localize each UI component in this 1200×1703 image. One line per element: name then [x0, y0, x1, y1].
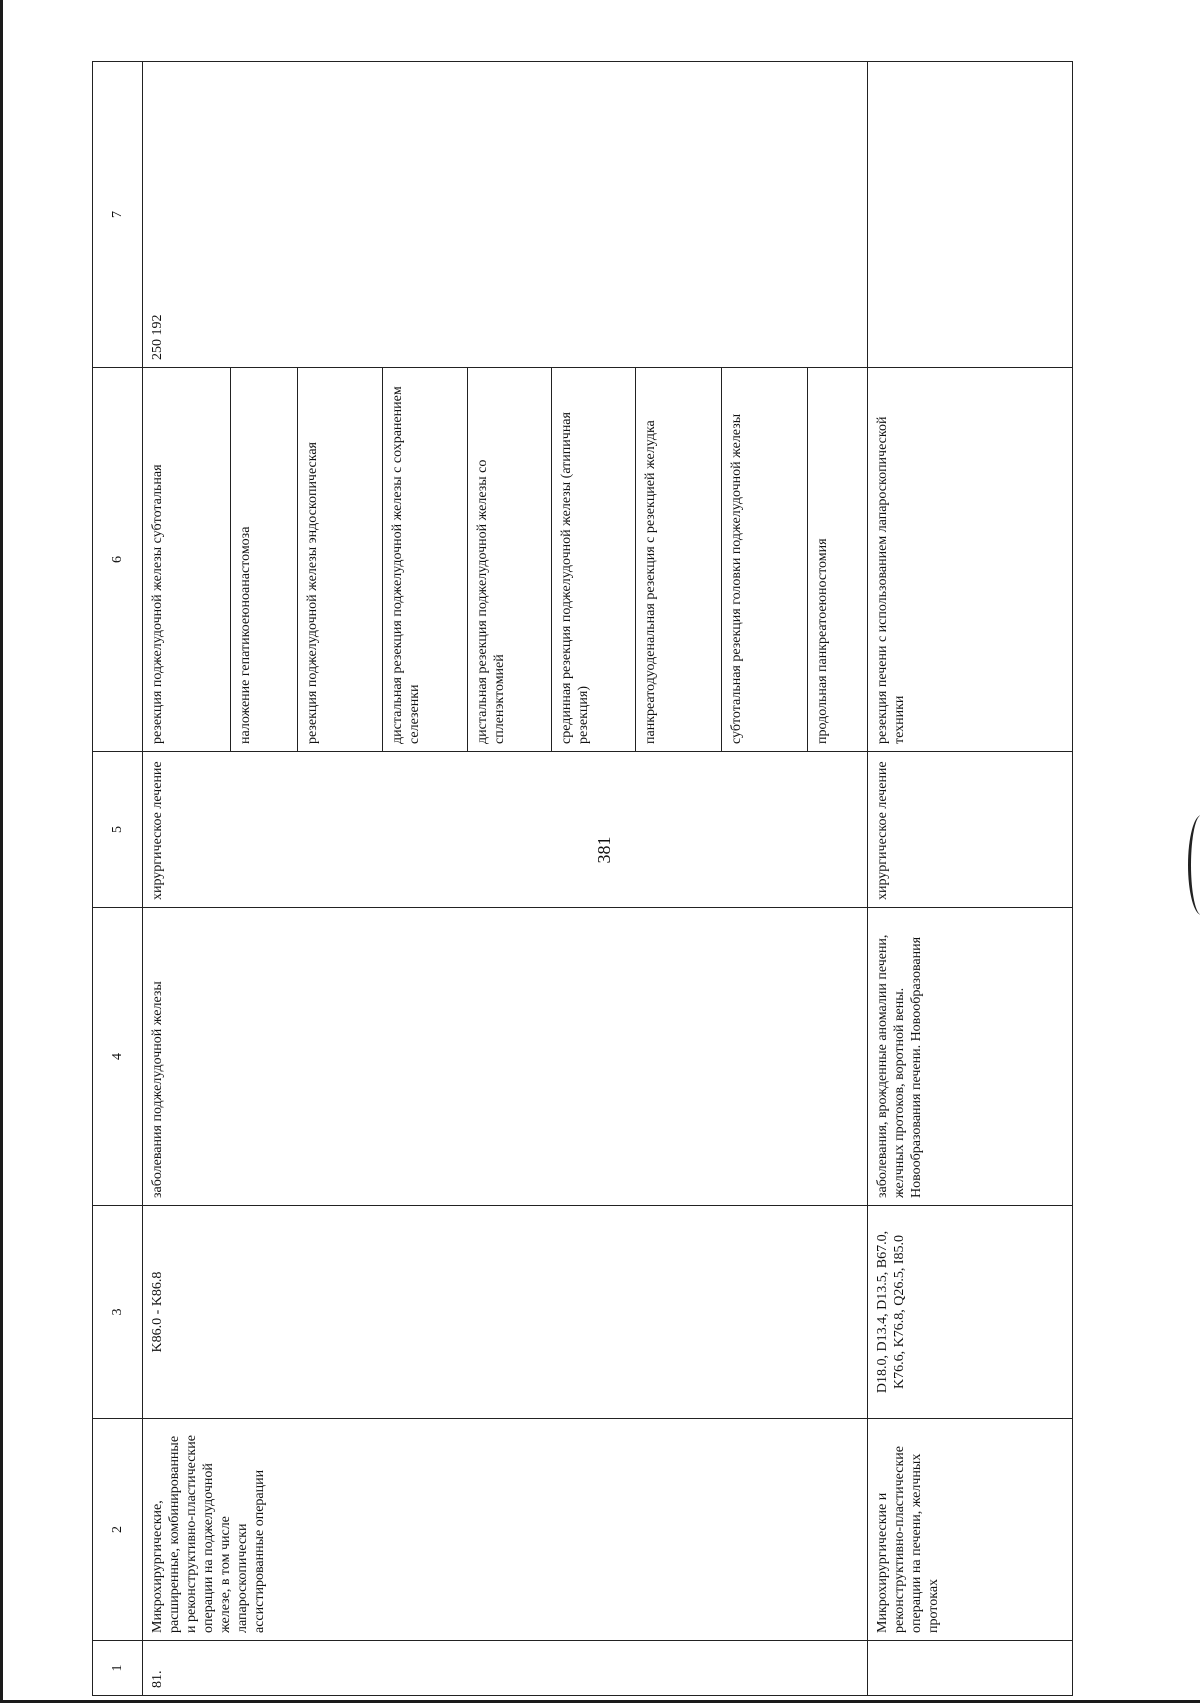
treatment-method: дистальная резекция поджелудочной железы со спленэктомией	[468, 368, 552, 752]
disease-model: заболевания поджелудочной железы	[143, 908, 868, 1206]
col-header-4: 4	[93, 908, 143, 1206]
treatment-method: резекция поджелудочной железы эндоскопическая	[298, 368, 383, 752]
icd-codes: D18.0, D13.4, D13.5, B67.0, K76.6, K76.8, Q26.5, I85.0	[868, 1206, 1073, 1419]
document-page	[92, 62, 1072, 1696]
disease-model: заболевания, врожденные аномалии печени, желчных протоков, воротной вены. Новообразования печени. Новообразования	[868, 908, 1073, 1206]
rotated-table-wrapper	[92, 62, 1072, 1696]
scan-left-edge	[0, 0, 3, 1703]
treatment-method: продольная панкреатоеюностомия	[808, 368, 868, 752]
care-type-name: Микрохирургические, расширенные, комбинированные и реконструктивно-пластические операции на поджелудочной железе, в том числе лапароскопически ассистированные операции	[143, 1419, 868, 1641]
icd-codes: K86.0 - K86.8	[143, 1206, 868, 1419]
treatment-type: хирургическое лечение	[143, 752, 868, 908]
treatment-method: наложение гепатикоеюноанастомоза	[231, 368, 298, 752]
scan-binding-mark	[1188, 815, 1200, 915]
col-header-2: 2	[93, 1419, 143, 1641]
treatment-method: дистальная резекция поджелудочной железы с сохранением селезенки	[383, 368, 468, 752]
col-header-6: 6	[93, 368, 143, 752]
price: 250 192	[143, 62, 868, 368]
treatment-method: субтотальная резекция головки поджелудочной железы	[722, 368, 808, 752]
treatment-method: панкреатодуоденальная резекция с резекцией желудка	[636, 368, 722, 752]
row-number	[868, 1641, 1073, 1696]
price	[868, 62, 1073, 368]
table-row	[143, 62, 231, 1696]
procedures-table	[92, 61, 1073, 1696]
col-header-3: 3	[93, 1206, 143, 1419]
treatment-type: хирургическое лечение	[868, 752, 1073, 908]
treatment-method: резекция поджелудочной железы субтотальная	[143, 368, 231, 752]
col-header-1: 1	[93, 1641, 143, 1696]
page-number: 381	[594, 836, 614, 864]
treatment-method: резекция печени с использованием лапароскопической техники	[868, 368, 1073, 752]
care-type-name: Микрохирургические и реконструктивно-пластические операции на печени, желчных протоках	[868, 1419, 1073, 1641]
col-header-7: 7	[93, 62, 143, 368]
column-number-row	[93, 62, 143, 1696]
table-row	[868, 62, 1073, 1696]
col-header-5: 5	[93, 752, 143, 908]
row-number: 81.	[143, 1641, 868, 1696]
treatment-method: срединная резекция поджелудочной железы (атипичная резекция)	[552, 368, 636, 752]
